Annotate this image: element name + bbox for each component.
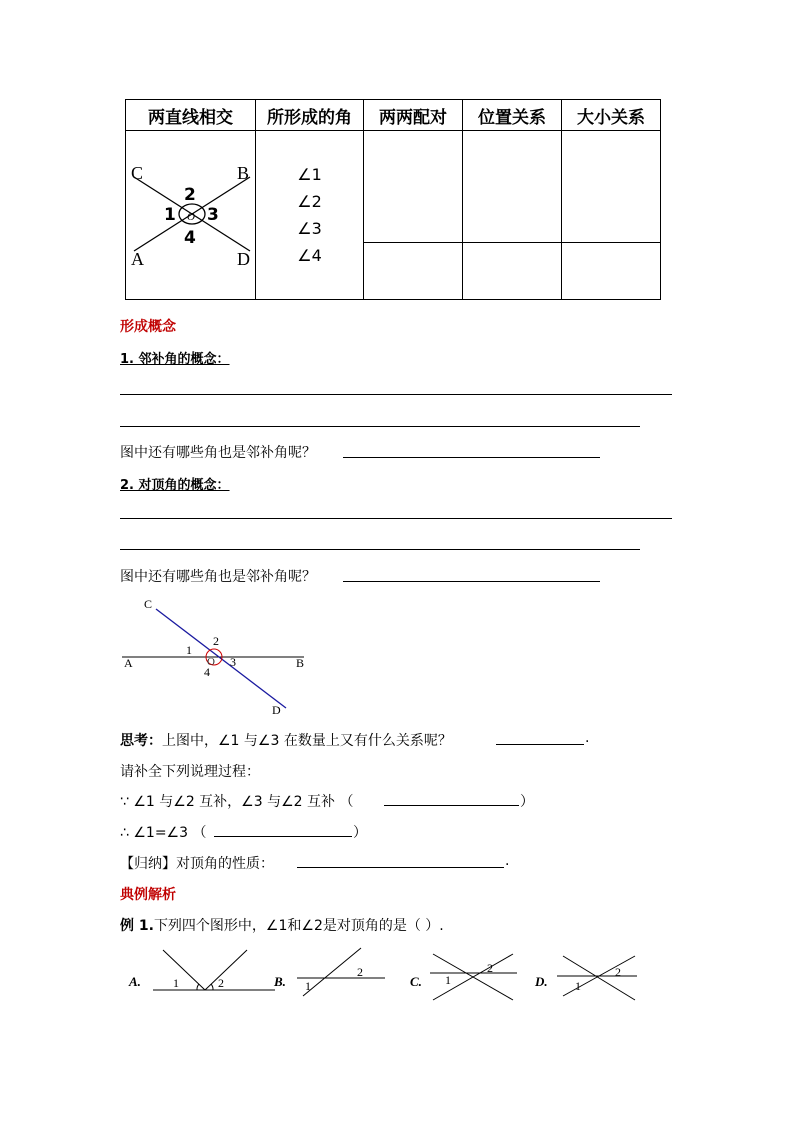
size-cell-1[interactable] — [562, 131, 661, 243]
option-b-letter: B. — [274, 974, 286, 989]
question2: 图中还有哪些角也是邻补角呢？ — [120, 569, 316, 585]
line-cd — [156, 609, 286, 708]
position-cell-2[interactable] — [463, 243, 562, 300]
angle-list-cell — [256, 131, 364, 300]
answer-line[interactable] — [496, 744, 584, 745]
header-intersect: 两直线相交 — [126, 100, 256, 131]
option-b-ray — [303, 948, 361, 996]
header-pairing: 两两配对 — [364, 100, 463, 131]
label-point-o: O — [187, 211, 195, 223]
angles-table — [125, 99, 661, 300]
label-angle-3: 3 — [207, 205, 219, 225]
answer-line[interactable] — [120, 394, 672, 395]
position-cell-1[interactable] — [463, 131, 562, 243]
label-d: D — [272, 703, 281, 717]
answer-line[interactable] — [120, 549, 640, 550]
answer-line[interactable] — [120, 518, 672, 519]
label-angle-4: 4 — [204, 665, 210, 679]
label-c: C — [131, 163, 144, 183]
answer-line[interactable] — [343, 581, 600, 582]
summary-end: . — [505, 853, 510, 869]
think-question — [120, 730, 452, 750]
label-angle-4: 4 — [184, 228, 196, 248]
label-point-o: O — [207, 656, 215, 668]
option-d-label-1: 1 — [575, 979, 581, 993]
label-c: C — [144, 597, 153, 611]
proof-line-1-close: ） — [520, 794, 534, 810]
option-d-cross-1 — [563, 956, 635, 1000]
answer-line[interactable] — [343, 457, 600, 458]
label-b: B — [237, 163, 250, 183]
think-text: 上图中，∠1 与∠3 在数量上又有什么关系呢？ — [162, 733, 452, 749]
label-a: A — [131, 249, 144, 269]
concept2-title: 2. 对顶角的概念： — [120, 478, 230, 493]
option-a-arc-2 — [211, 984, 213, 990]
angle-3: ∠3 — [297, 219, 322, 238]
think-label: 思考： — [120, 733, 162, 749]
pairing-cell-1[interactable] — [364, 131, 463, 243]
option-d-label-2: 2 — [615, 965, 621, 979]
option-c-label-1: 1 — [445, 973, 451, 987]
think-end: . — [585, 730, 590, 746]
option-c-letter: C. — [410, 974, 422, 989]
label-b: B — [296, 656, 305, 670]
summary: 【归纳】对顶角的性质： — [120, 856, 274, 872]
option-c[interactable] — [410, 954, 517, 1000]
option-a[interactable] — [128, 950, 275, 990]
option-a-label-1: 1 — [173, 976, 179, 990]
option-b-label-2: 2 — [357, 965, 363, 979]
label-a: A — [124, 656, 133, 670]
option-b[interactable] — [273, 948, 385, 996]
option-a-label-2: 2 — [218, 976, 224, 990]
label-angle-3: 3 — [230, 655, 236, 669]
concept1-title: 1. 邻补角的概念： — [120, 352, 230, 367]
header-angles: 所形成的角 — [256, 100, 364, 131]
header-size: 大小关系 — [562, 100, 661, 131]
intersecting-lines-figure — [126, 131, 255, 299]
answer-line[interactable] — [384, 805, 519, 806]
proof-line-2: ∴ ∠1=∠3 （ — [120, 825, 207, 841]
proof-line-2-close: ） — [353, 825, 367, 841]
option-d[interactable] — [534, 956, 637, 1000]
answer-line[interactable] — [214, 836, 352, 837]
angle-2: ∠2 — [297, 192, 322, 211]
answer-line[interactable] — [120, 426, 640, 427]
label-angle-2: 2 — [184, 185, 196, 205]
option-c-label-2: 2 — [487, 961, 493, 975]
pairing-cell-2[interactable] — [364, 243, 463, 300]
example1 — [120, 915, 444, 935]
question1: 图中还有哪些角也是邻补角呢？ — [120, 445, 316, 461]
label-angle-1: 1 — [186, 643, 192, 657]
intersect-figure-cell — [126, 131, 256, 300]
label-angle-2: 2 — [213, 634, 219, 648]
example1-text: 下列四个图形中，∠1和∠2是对顶角的是（ ）. — [153, 918, 444, 934]
proof-line-1: ∵ ∠1 与∠2 互补，∠3 与∠2 互补 （ — [120, 794, 354, 810]
answer-line[interactable] — [297, 867, 504, 868]
label-angle-1: 1 — [164, 205, 176, 225]
intersecting-lines-figure-2 — [118, 596, 318, 718]
option-a-arc-1 — [197, 984, 199, 990]
proof-intro: 请补全下列说理过程： — [120, 764, 260, 780]
section-title-examples: 典例解析 — [120, 887, 176, 903]
option-b-label-1: 1 — [305, 979, 311, 993]
angle-1: ∠1 — [297, 165, 322, 184]
example1-label: 例 1. — [120, 918, 154, 934]
option-a-letter: A. — [129, 974, 141, 989]
size-cell-2[interactable] — [562, 243, 661, 300]
option-d-letter: D. — [535, 974, 548, 989]
example1-options — [125, 940, 645, 1006]
header-position: 位置关系 — [463, 100, 562, 131]
label-d: D — [237, 249, 250, 269]
section-title-concepts: 形成概念 — [120, 319, 176, 335]
angle-4: ∠4 — [297, 246, 322, 265]
